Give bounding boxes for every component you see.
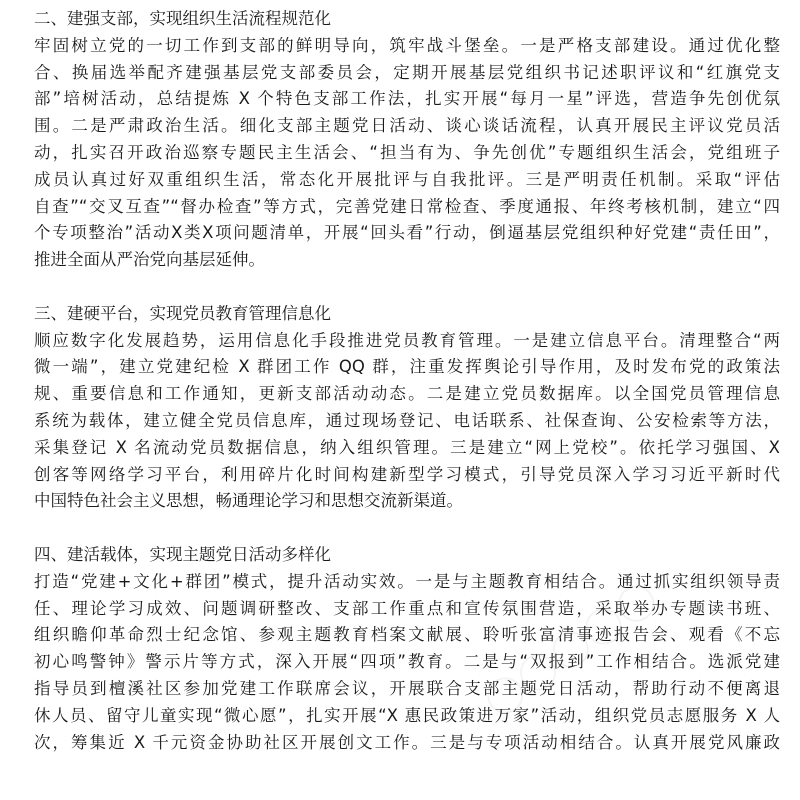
paragraph-line: 动，扎实召开政治巡察专题民主生活会、“担当有为、争先创优”专题组织生活会，党组班子 [34, 142, 780, 162]
paragraph-line: 打造“党建+文化+群团”模式，提升活动实效。一是与主题教育相结合。通过抓实组织领导责 [34, 571, 780, 591]
section-2 [34, 301, 780, 515]
paragraph-line: 创客等网络学习平台，利用碎片化时间构建新型学习模式，引导党员深入学习习近平新时代 [34, 464, 780, 484]
section-spacer [34, 515, 780, 542]
paragraph-line: 部”培树活动，总结提炼 X 个特色支部工作法，扎实开展“每月一星”评选，营造争先创优氛 [34, 89, 780, 109]
paragraph-line: 系统为载体，建立健全党员信息库，通过现场登记、电话联系、社保查询、公安检索等方法， [34, 410, 780, 430]
section-heading: 二、建强支部，实现组织生活流程规范化 [34, 9, 331, 28]
section-heading: 三、建硬平台，实现党员教育管理信息化 [34, 303, 331, 323]
paragraph-line: 自查”“交叉互查”“督办检查”等方式，完善党建日常检查、季度通报、年终考核机制，建立“四 [34, 196, 780, 216]
paragraph-line: 推进全面从严治党向基层延伸。 [34, 250, 265, 270]
paragraph-line: 组织瞻仰革命烈士纪念馆、参观主题教育档案文献展、聆听张富清事迹报告会、观看《不忘 [34, 625, 780, 645]
document-body [34, 6, 780, 756]
paragraph-line: 初心鸣警钟》警示片等方式，深入开展“四项”教育。二是与“双报到”工作相结合。选派党建 [34, 652, 780, 672]
paragraph-line: 次，筹集近 X 千元资金协助社区开展创文工作。三是与专项活动相结合。认真开展党风廉政 [34, 732, 780, 752]
paragraph-line: 牢固树立党的一切工作到支部的鲜明导向，筑牢战斗堡垒。一是严格支部建设。通过优化整 [34, 35, 780, 55]
paragraph-line: 指导员到檀溪社区参加党建工作联席会议，开展联合支部主题党日活动，帮助行动不便离退 [34, 678, 780, 698]
paragraph-line: 规、重要信息和工作通知，更新支部活动动态。二是建立党员数据库。以全国党员管理信息 [34, 384, 780, 404]
paragraph-line: 合、换届选举配齐建强基层党支部委员会，定期开展基层党组织书记述职评议和“红旗党支 [34, 62, 780, 82]
paragraph-line: 休人员、留守儿童实现“微心愿”，扎实开展“X 惠民政策进万家”活动，组织党员志愿服务 X 人 [34, 705, 780, 725]
section-3 [34, 542, 780, 756]
paragraph-line: 个专项整治”活动X类X项问题清单，开展“回头看”行动，倒逼基层党组织种好党建“责任田”， [34, 223, 780, 243]
section-1 [34, 6, 780, 274]
paragraph-line: 围。二是严肃政治生活。细化支部主题党日活动、谈心谈话流程，认真开展民主评议党员活 [34, 116, 780, 136]
paragraph-line: 任、理论学习成效、问题调研整改、支部工作重点和宣传氛围营造，采取举办专题读书班、 [34, 598, 780, 618]
watermark-graphic: 〇〇〇〇〇 [476, 575, 668, 728]
section-heading: 四、建活载体，实现主题党日活动多样化 [34, 544, 331, 564]
paragraph-line: 采集登记 X 名流动党员数据信息，纳入组织管理。三是建立“网上党校”。依托学习强国、X [34, 437, 780, 457]
paragraph-line: 成员认真过好双重组织生活，常态化开展批评与自我批评。三是严明责任机制。采取“评估 [34, 169, 780, 189]
paragraph-line: 中国特色社会主义思想，畅通理论学习和思想交流新渠道。 [34, 491, 463, 511]
section-spacer [34, 274, 780, 301]
paragraph-line: 微一端”，建立党建纪检 X 群团工作 QQ 群，注重发挥舆论引导作用，及时发布党的政策法 [34, 357, 780, 377]
paragraph-line: 顺应数字化发展趋势，运用信息化手段推进党员教育管理。一是建立信息平台。清理整合“两 [34, 330, 780, 350]
